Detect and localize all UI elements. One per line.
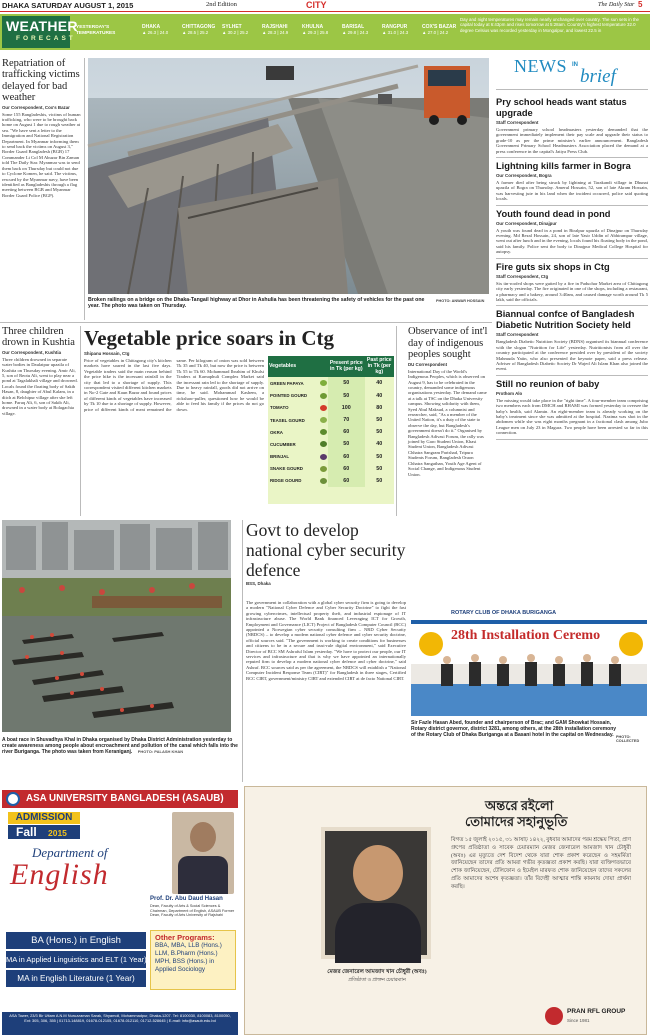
weather-city-temp: ▲ 27.0 | 24.2 — [422, 30, 449, 35]
weather-strip — [0, 14, 650, 50]
weather-city-temp: ▲ 29.8 | 24.3 — [342, 30, 369, 35]
article-children-drown-body: Three children drowned in separate water bodies in Daulatpur upazila of Kushtia on Thursday evening. Amir Ali, 5, son of Reotu Ali, went to play near a pond at Tagalakhali village and drowned. Locals found the floating body of Sakib Hasan, 8, daughter of Abul Kalam, in a ditch at Belchipur village after she left home. Faruq Ali, 6, son of Sakib Ali, drowned in a water body at Bolagachia village. — [2, 356, 78, 416]
ad-pran-body: বিগত ১৫ জুলাই ২০১৫, ৩১ আষাঢ় ১৪২২, বুধবার আমাদের পরম শ্রদ্ধেয় পিতা, প্রাণ গ্রুপের প্রতিষ্ঠাতা ও সাবেক চেয়ারম্যান মেজর জেনারেল আমজাদ খান চৌধুরী (অবঃ) এর মৃত্যুতে দেশ বিদেশ থেকে যারা শোক প্রকাশ করেছেন ও সহমর্মিতা জানিয়েছেন তাদের প্রতি আমরা গভীর কৃতজ্ঞতা প্রকাশ করছি। যারা ব্যক্তিগতভাবে শোক জানিয়েছেন, টেলিফোন ও ইমেইল মারফত শোক জানিয়েছেন তাদের সকলের প্রতি আমাদের অশেষ কৃতজ্ঞতা। তাঁর বিদেহী আত্মার শান্তি কামনায় দোয়া প্রার্থনা করছি। — [451, 837, 631, 890]
ad-asa-dept-name: English — [10, 858, 109, 891]
vegetable-past-price: 50 — [376, 453, 383, 460]
weather-city-temp: ▲ 29.3 | 25.8 — [302, 30, 329, 35]
vegetable-name: OKRA — [268, 426, 328, 438]
ad-asa-term-box — [8, 825, 80, 839]
vegetable-name: TEASEL GOURD — [268, 414, 328, 426]
news-brief-body: A youth was found dead in a pond in Biralpur upazila of Dinajpur on Thursday evening. Md Rezal Hossain, 24, son of late Yasir Uddin of Abhirampur village, went out after lunch and in the evening, locals found his floating body in the pond, said his family. Police sent the body to Dinajpur Medical College Hospital for autopsy. — [496, 227, 648, 255]
vegetable-icon — [320, 454, 327, 460]
article-vegetable-headline: Vegetable price soars in Ctg — [84, 326, 335, 350]
vegetable-past-price: 40 — [376, 380, 383, 387]
news-brief-byline: Staff Correspondent, Ctg — [496, 273, 549, 279]
photo-rotary-club — [411, 608, 647, 716]
ad-asa-professor-photo — [172, 812, 234, 894]
ad-pran-dates: প্রতিষ্ঠাতা ও প্রাক্তন চেয়ারম্যান — [348, 978, 406, 983]
ad-pran-logo — [545, 1005, 641, 1029]
photo-bridge-railings-image — [88, 58, 489, 294]
article-repatriation — [2, 58, 82, 320]
article-cyber-body: The government in collaboration with a global cyber security firm is going to develop a modern "National Cyber Defence and Cyber Security Doctrine" to fight the fast growing cybercrimes, intellectual property theft, and industrial espionage of IT infrastructure abuse. The World Bank financed Leveraging ICT for Growth, Employment and Governance (LICT) Project of Bangladesh Computer Council (BCC) appointed a Norwegian cyber security consulting firm – NRD Cyber Security (NRDCS) – to develop a modern national cyber defence and cyber security doctrine, official sources said. "The government is working to create conditions for businesses and citizens to be in a secure and trust-rule digital environment," said Executive Director of BCC SM Ashraful Islam yesterday. "We have to protect our people, our IT services and infrastructure and that is why we have appointed an internationally reputed firm to develop a modern national cyber defence and cyber doctrine," said Ashraf. BCC sources said as per the agreement, the NRDCS will establish a "National Computer Incident Response Team (CIRT)" for Bangladesh in three stages, Certified BCC CIRT, government/ministry CIRT and extended CIRT at de facto National CIRT. — [246, 600, 406, 681]
ad-pran-heading-2: তোমাদের সহানুভূতি — [465, 814, 568, 829]
vegetable-past-price: 50 — [376, 417, 383, 424]
weather-city — [142, 24, 182, 41]
photo-boat-race — [2, 520, 231, 732]
weather-city-name: SYLHET — [222, 24, 242, 30]
weather-city — [302, 24, 342, 41]
news-brief-body: The missing would take place in the "right time". A four-member team comprising two members each from DMCH and RHAMI was formed yesterday to oversee the baby's health, said Alamin. An eight-member team is already working on the baby's treatment since she was admitted at the hospital. Nazima was shot in the abdomen while she was eight months pregnant in a factional clash among Jubo League men on July 23 in Magura. Two people have been arrested so far in this connection. — [496, 397, 648, 436]
weather-city-temp: ▲ 28.3 | 24.9 — [262, 30, 289, 35]
article-indigenous-body: International Day of the World's Indigenous Peoples, which is observed on August 9, has to be celebrated in the country, demanded some indigenous organisations yesterday. The demand came at a talk at TSC on the Dhaka University campus. Showing solidarity with them, Syed Abul Maksud, a columnist and researcher, said, "As a member of the United Nation, it's a duty of the state to observe the day, but Bangladesh's government doesn't do it." Organised by Bangladesh Adivasi Forum, the rally was joined by Garo Student Union, Khasi Student Union, Bangladesh Adivasi Chhatra Sangram Parishad, Tripura Students Forum, Bangladesh Oraon Chhatra Sangathan, Youth Age Agent of Social Change, and Indigenous Student Union. — [408, 368, 487, 477]
weather-city — [382, 24, 422, 41]
vegetable-present-price: 50 — [328, 377, 365, 389]
vegetable-present-price: 60 — [328, 426, 365, 438]
vegetable-table-header-past: Past price in Tk (per kg) — [365, 356, 394, 377]
weather-city-temp: ▲ 28.5 | 25.2 — [182, 30, 209, 35]
vegetable-icon — [320, 466, 327, 472]
vegetable-name: SNAKE GOURD — [268, 463, 328, 475]
vegetable-name: BRINJAL — [268, 451, 328, 463]
news-brief-headline: Biannual confce of Bangladesh Diabetic Nutrition Society held — [496, 309, 635, 331]
vegetable-name: POINTED GOURD — [268, 390, 328, 402]
weather-city — [262, 24, 302, 41]
article-indigenous-headline: Observance of int'l day of indigenous peoples sought — [408, 326, 488, 361]
vegetable-past-price: 50 — [376, 477, 383, 484]
photo-rotary-banner-line2: 28th Installation Ceremo — [451, 628, 601, 643]
ad-pran-since: Since 1981 — [567, 1018, 590, 1023]
ad-pran-logo-icon — [545, 1007, 563, 1025]
news-brief-headline: Pry school heads want status upgrade — [496, 97, 627, 118]
vegetable-table-row — [268, 438, 394, 450]
photo-boat-race-caption — [2, 737, 240, 756]
ad-pran-name: মেজর জেনারেল আমজাদ খান চৌধুরী (অবঃ) — [327, 969, 427, 975]
ad-asa-term: Fall — [16, 825, 37, 839]
article-vegetable-body: Price of vegetables in Chittagong city's kitchen markets have soared in the last five days. Vegetable traders said the main reason behind the price hike is the incessant rainfall in the city that led to a shortage of supply. This correspondent visited different kitchen markets in No-2 Gate and Kaun Bazar and found prices of different kinds of vegetables have increased by Tk 10 due to a shortage of supply. However, price of different kinds of meat remained the same. Per kilogram of onion was sold between Tk 35 and Tk 40, but now the price is between Tk 55 to Tk 60. Mohammad Ibrahim of Khulsi Traders at Karnaphuli Complex Market said the incessant rain led to the shortage of supply. Due to heavy rainfall, goods did not arrive on time, he said. Mohammad Kashem, a rickshaw-puller, questioned how he would be able to feed his family if the prices do not go down. — [84, 358, 264, 412]
news-brief-headline: Still no reunion of baby — [496, 378, 600, 389]
ad-asa-other-programs — [150, 930, 236, 990]
article-repatriation-headline: Repatriation of trafficking victims delayed for bad weather — [2, 58, 80, 104]
vegetable-past-price: 40 — [376, 441, 383, 448]
vegetable-present-price: 60 — [328, 475, 365, 487]
ad-pran-condolence — [244, 786, 647, 1035]
weather-city-temp: ▲ 30.2 | 25.2 — [222, 30, 249, 35]
weather-city-name: COX'S BAZAR — [422, 24, 457, 30]
photo-bridge-credit: PHOTO: ANWAR HOSSAIN — [436, 299, 485, 303]
article-children-drown-byline: Our Correspondent, Kushtia — [2, 349, 62, 355]
weather-city-name: DHAKA — [142, 24, 161, 30]
masthead-page-number: 5 — [638, 0, 643, 9]
vegetable-icon — [320, 478, 327, 484]
vegetable-present-price: 60 — [328, 463, 365, 475]
weather-city-temp: ▲ 26.3 | 24.0 — [142, 30, 169, 35]
ad-asa-logo-icon — [6, 792, 20, 806]
news-brief-headline: Lightning kills farmer in Bogra — [496, 161, 631, 172]
vegetable-name: TOMATO — [268, 402, 328, 414]
ad-asa-university-name: ASA UNIVERSITY BANGLADESH (ASAUB) — [26, 793, 224, 804]
weather-title: WEATHER — [6, 18, 78, 34]
ad-asa-program-3: MA in English Literature (1 Year) — [6, 970, 146, 987]
photo-boat-race-caption-text: A boat race in Shuvadhya Khal in Dhaka organised by Dhaka District Administration yesterday to create awareness among people about encroachment and pollution of the canal which falls into the river Buriganga. The photo was taken from Keraniganj. — [2, 737, 238, 756]
ad-pran-heading-1: অন্তরে রইলো — [485, 798, 554, 813]
ad-pran-brand: PRAN RFL GROUP — [567, 1008, 626, 1015]
weather-city-name: RANGPUR — [382, 24, 408, 30]
vegetable-table-header-present: Present price in Tk (per kg) — [328, 356, 365, 377]
vegetable-table-body — [268, 377, 394, 487]
weather-city-name: BARISAL — [342, 24, 365, 30]
article-children-drown-headline: Three children drown in Kushtia — [2, 326, 75, 349]
photo-rotary-caption: Sir Fazle Hasan Abed, founder and chairperson of Brac; and GAM Showkat Hossain, Rotary district governor, district 3281, among others, at the 28th installation ceremony of the Rotary Club of Dhaka Buriganga at a Basani hotel in the capital on Wednesday. — [411, 720, 617, 739]
news-brief-body: Bangladesh Diabetic Nutrition Society (BDNS) organised its biannual conference with the slogan "Nutrition for Life" yesterday. Nutritionists from all over the country participated at the conference presided over by president of the society Mahmuda Yatin, who also presented the keynote paper, said a press release. Adviser of Bangladesh Diabetic Society Dr Wajed Ali Islam Khan also joined the event. — [496, 339, 648, 372]
photo-boat-race-credit: PHOTO: PALASH KHAN — [137, 749, 184, 755]
vegetable-present-price: 50 — [328, 390, 365, 402]
vegetable-icon — [320, 380, 327, 386]
weather-city — [422, 24, 462, 41]
vegetable-table-row — [268, 475, 394, 487]
news-brief-byline: Staff Correspondent — [496, 332, 539, 338]
news-brief-body: A farmer died after being struck by lightning at Tarakandi village in Dhunat upazila of Bogra on Thursday. Amerul Hossain, 52, son of late Akram Hossain, was harvesting jute in his land when the incident occurred, police said quoting locals. — [496, 180, 648, 202]
news-brief-sub: brief — [580, 66, 616, 87]
vegetable-table-row — [268, 426, 394, 438]
article-cyber-headline: Govt to develop national cyber security defence — [246, 520, 406, 580]
vegetable-table-row — [268, 414, 394, 426]
photo-rotary-banner-line1: ROTARY CLUB OF DHAKA BURIGANGA — [451, 610, 557, 616]
vegetable-table-header-name: Vegetables — [268, 356, 328, 377]
vegetable-table-row — [268, 451, 394, 463]
news-brief-byline: Prothom Alo — [496, 390, 523, 396]
news-brief-item — [496, 94, 648, 158]
ad-asa-other-1: BBA, MBA, LLB (Hons.) — [155, 942, 222, 949]
news-brief-item — [496, 158, 648, 206]
vegetable-present-price: 70 — [328, 414, 365, 426]
vegetable-name: GREEN PAPAYA — [268, 377, 328, 389]
news-brief-list — [496, 90, 648, 440]
news-brief-item — [496, 306, 648, 375]
weather-city — [182, 24, 222, 41]
vegetable-table-row — [268, 402, 394, 414]
article-vegetable-byline: Shipanu Hossain, Ctg — [84, 351, 130, 356]
photo-rotary-credit: PHOTO: COLLECTED — [616, 735, 640, 743]
vegetable-price-table — [268, 356, 394, 504]
vegetable-icon — [320, 441, 327, 447]
vegetable-name: RIDGE GOURD — [268, 475, 328, 487]
weather-city-name: CHITTAGONG — [182, 24, 216, 30]
news-brief-byline: Our Correspondent, Dinajpur — [496, 220, 557, 226]
ad-asa-year: 2015 — [48, 828, 67, 838]
vegetable-table-header-row — [268, 356, 394, 377]
ad-asa-other-2: LLM, B.Pharm (Hons.) — [155, 950, 218, 957]
masthead-paper-name: The Daily Star — [598, 1, 635, 8]
vegetable-present-price: 100 — [328, 402, 365, 414]
news-brief-body: Government primary school headmasters yesterday demanded that the government immediately implement their pay scale and upgrade their status to grade-10 as per the prime minister's earlier announcement. Bangladesh Government Primary School Headmasters Association placed the demand at a press conference in the capital's Jatiya Press Club. — [496, 127, 648, 154]
ad-asa-other-title: Other Programs: — [155, 933, 215, 942]
vegetable-table-row — [268, 463, 394, 475]
ad-asa-other-4: Applied Sociology — [155, 966, 206, 973]
masthead-edition: 2nd Edition — [206, 1, 237, 8]
weather-label — [76, 25, 115, 37]
weather-note: Day and night temperatures may remain nearly unchanged over country. The sun sets in the capital today at 6:43pm and rises tomorrow at 5:28am. Country's highest temperature 32.0 degree Celsius was recorded yesterday in Mongalpur, and lowest 22.5 in — [460, 17, 639, 33]
news-brief-item — [496, 376, 648, 440]
news-brief-byline: Our Correspondent, Bogra — [496, 173, 552, 179]
vegetable-table-row — [268, 390, 394, 402]
vegetable-name: CUCUMBER — [268, 438, 328, 450]
article-indigenous-byline: DU Correspondent — [408, 361, 448, 367]
weather-city-name: RAJSHAHI — [262, 24, 288, 30]
masthead-section: CITY — [306, 0, 327, 10]
photo-boat-race-image — [2, 520, 231, 732]
news-brief-headline: Youth found dead in pond — [496, 208, 611, 219]
news-brief-item — [496, 259, 648, 307]
news-brief-byline: Staff Correspondent — [496, 120, 539, 125]
ad-asa-dept-label: Department of — [32, 845, 108, 860]
vegetable-table-row — [268, 377, 394, 389]
photo-rotary-image — [411, 608, 647, 716]
ad-asa-program-2: MA in Applied Linguistics and ELT (1 Year) — [6, 951, 146, 968]
ad-asa-program-1: BA (Hons.) in English — [6, 932, 146, 949]
weather-subtitle: FORECAST — [16, 35, 76, 42]
ad-asa-footer: ASA Tower, 23/3 Bir Uttam A.N.M Nuruzzaman Sarak, Shyamoli, Mohammadpur, Dhaka-1207. Tel: 8100030, 8100083, 8100050, Ext: 305, 306, 355 | 01713-148819, 01678-012105, 01678-012110, 01712-528645 | E-mail: info@asaub.edu.bd — [2, 1012, 238, 1035]
weather-city-name: KHULNA — [302, 24, 324, 30]
weather-badge — [2, 16, 78, 48]
article-cyber-byline: BSS, Dhaka — [246, 581, 271, 586]
vegetable-past-price: 40 — [376, 392, 383, 399]
weather-cities — [142, 24, 458, 44]
article-children-drown — [2, 326, 78, 516]
weather-label-line1: YESTERDAY'S — [76, 25, 110, 30]
news-in-brief — [496, 56, 648, 604]
news-brief-body: Six tin-roofed shops were gutted by a fire in Paduchar Market area of Chittagong city early yesterday. The fire originated in one of the shops, including a restaurant, a pharmacy and a bakery, around 3:40am, and caused damage worth around Tk 5 lakh, said the officials. — [496, 280, 648, 302]
weather-city — [342, 24, 382, 41]
vegetable-icon — [320, 417, 327, 423]
vegetable-past-price: 50 — [376, 465, 383, 472]
ad-pran-portrait — [321, 827, 431, 959]
ad-asa-professor-title: Dean, Faculty of Arts & Social Sciences & Chairman, Department of English, ASAUB Former Dean, Faculty of Arts University of Rajshahi — [150, 904, 235, 918]
ad-asa-header — [2, 790, 238, 808]
vegetable-present-price: 60 — [328, 451, 365, 463]
vegetable-icon — [320, 429, 327, 435]
news-brief-item — [496, 206, 648, 259]
vegetable-past-price: 50 — [376, 429, 383, 436]
news-brief-title: NEWS — [514, 56, 567, 76]
vegetable-icon — [320, 405, 327, 411]
news-brief-headline: Fire guts six shops in Ctg — [496, 261, 610, 272]
ad-asa-other-3: MPH, BSS (Hons.) in — [155, 958, 215, 965]
masthead-dateline: DHAKA SATURDAY AUGUST 1, 2015 — [2, 1, 134, 10]
masthead — [0, 0, 650, 12]
ad-asa-professor-name: Prof. Dr. Abu Daud Hasan — [150, 896, 223, 902]
photo-bridge-railings — [88, 58, 489, 294]
vegetable-price-table-grid — [268, 356, 394, 487]
ad-asa-university — [2, 790, 238, 1035]
vegetable-past-price: 80 — [376, 404, 383, 411]
vegetable-icon — [320, 393, 327, 399]
article-indigenous-day — [408, 326, 488, 590]
ad-asa-admission: ADMISSION — [8, 812, 80, 824]
article-repatriation-body: Some 155 Bangladeshis, victims of human trafficking, who were to be brought back home on August 1 due to rough weather at sea. "We have sent a letter to the Immigration and National Registration Department. In Myanmar informing them to send back the victims on August 3," Border Guard Bangladesh (BGB) 17 Commander Lt Col M Abuzar Bin Zaman told The Daily Star. Myanmar was to send them back on Thursday but could not due to Cyclone Komen, he said. The victims, rescued by the Myanmar navy, have been identified as Bangladeshis through a flag meeting between BGB and Myanmar Border Guard Police (BGP). — [2, 111, 81, 198]
weather-city — [222, 24, 262, 41]
news-brief-in: IN — [572, 62, 578, 68]
photo-bridge-caption: Broken railings on a bridge on the Dhaka-Tangail highway at Dhor in Ashulia has been threatening the safety of vehicles for the past one year. The photo was taken on Thursday. — [88, 297, 425, 310]
vegetable-present-price: 50 — [328, 438, 365, 450]
weather-city-temp: ▲ 31.0 | 24.3 — [382, 30, 409, 35]
news-brief-header — [496, 56, 648, 90]
article-repatriation-byline: Our Correspondent, Cox's Bazar — [2, 104, 70, 110]
weather-label-line2: TEMPERATURES — [76, 31, 116, 36]
